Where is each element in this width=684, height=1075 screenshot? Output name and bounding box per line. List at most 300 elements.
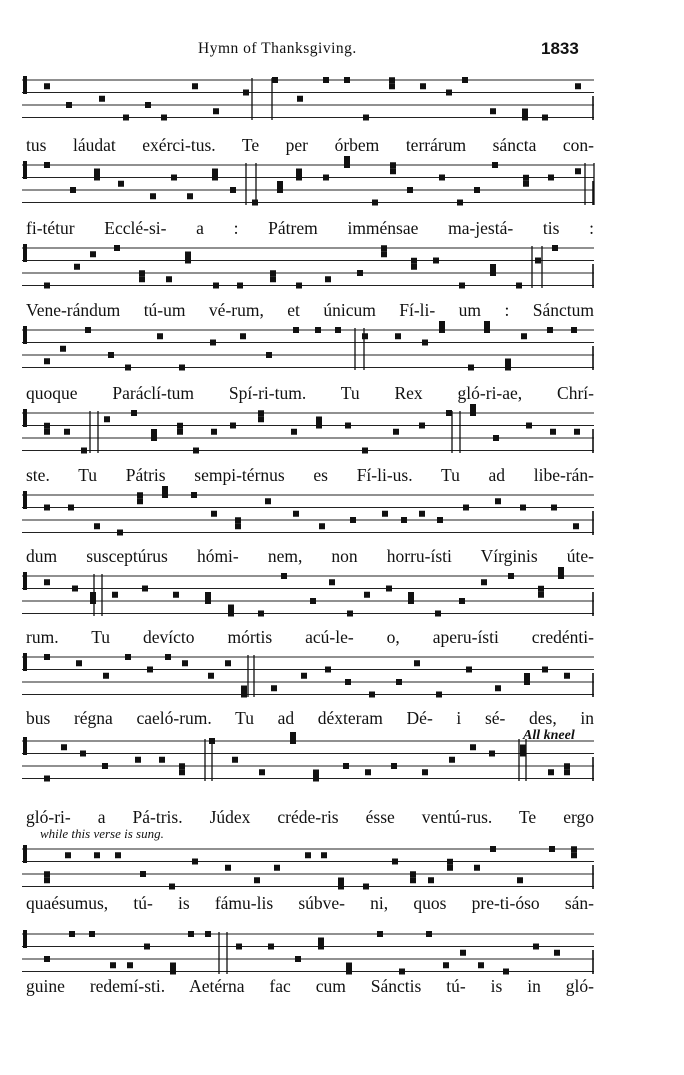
neume xyxy=(123,115,129,121)
chant-staff xyxy=(22,76,594,132)
lyric-line: gló-ri- a Pá-tris. Júdex créde-ris ésse ventú-rus. Te ergo xyxy=(26,807,594,827)
neume xyxy=(318,944,324,950)
neume xyxy=(235,523,241,529)
neume xyxy=(127,962,133,968)
neume xyxy=(520,505,526,511)
neume xyxy=(205,598,211,604)
neume xyxy=(346,969,352,975)
neume xyxy=(44,83,50,89)
neume xyxy=(191,492,197,498)
neume xyxy=(187,193,193,199)
neume xyxy=(313,776,319,782)
neume xyxy=(252,200,258,206)
chant-staff xyxy=(22,244,594,300)
neume xyxy=(213,283,219,289)
neume xyxy=(505,365,511,371)
neume xyxy=(447,859,453,865)
lyric-line: fi-tétur Ecclé-si- a : Pátrem imménsae ma-jestá- tis : xyxy=(26,218,594,238)
neume xyxy=(293,327,299,333)
neume xyxy=(74,264,80,270)
neume xyxy=(205,931,211,937)
neume xyxy=(554,950,560,956)
neume xyxy=(85,327,91,333)
neume xyxy=(165,654,171,660)
neume xyxy=(390,168,396,174)
neume xyxy=(114,245,120,251)
neume xyxy=(144,944,150,950)
neume xyxy=(350,517,356,523)
chant-staff xyxy=(22,737,594,793)
neume xyxy=(162,486,168,492)
neume xyxy=(495,498,501,504)
neume xyxy=(192,83,198,89)
neume xyxy=(270,276,276,282)
neume xyxy=(44,429,50,435)
neume xyxy=(419,511,425,517)
neume xyxy=(564,673,570,679)
neume xyxy=(323,175,329,181)
neume xyxy=(329,579,335,585)
neume xyxy=(470,410,476,416)
neume xyxy=(65,852,71,858)
neume xyxy=(321,852,327,858)
neume xyxy=(171,175,177,181)
neume xyxy=(558,567,564,573)
neume xyxy=(549,846,555,852)
neume xyxy=(470,744,476,750)
neume xyxy=(232,757,238,763)
neume xyxy=(457,200,463,206)
neume xyxy=(538,592,544,598)
neume xyxy=(548,175,554,181)
chant-staff xyxy=(22,326,594,382)
neume xyxy=(243,90,249,96)
neume xyxy=(396,679,402,685)
neume xyxy=(44,871,50,877)
neume xyxy=(490,846,496,852)
neume xyxy=(463,505,469,511)
neume xyxy=(313,770,319,776)
clef xyxy=(23,76,27,94)
neume xyxy=(390,162,396,168)
neume xyxy=(44,877,50,883)
neume xyxy=(470,404,476,410)
neume xyxy=(490,108,496,114)
neume xyxy=(169,884,175,890)
neume xyxy=(44,579,50,585)
neume xyxy=(526,423,532,429)
neume xyxy=(439,327,445,333)
neume xyxy=(420,83,426,89)
neume xyxy=(478,962,484,968)
neume xyxy=(325,667,331,673)
neume xyxy=(44,358,50,364)
neume xyxy=(381,245,387,251)
page-number: 1833 xyxy=(541,39,579,58)
neume xyxy=(44,956,50,962)
neume xyxy=(290,738,296,744)
neume xyxy=(517,877,523,883)
clef xyxy=(23,326,27,344)
neume xyxy=(182,660,188,666)
neume xyxy=(76,660,82,666)
neume xyxy=(521,333,527,339)
neume xyxy=(177,423,183,429)
neume xyxy=(437,517,443,523)
neume xyxy=(72,586,78,592)
clef xyxy=(23,244,27,262)
neume xyxy=(575,83,581,89)
neume xyxy=(414,660,420,666)
neume xyxy=(240,333,246,339)
neume xyxy=(162,492,168,498)
neume xyxy=(145,102,151,108)
neume xyxy=(325,276,331,282)
neume xyxy=(524,673,530,679)
neume xyxy=(179,365,185,371)
neume xyxy=(410,871,416,877)
neume xyxy=(474,865,480,871)
neume xyxy=(60,346,66,352)
neume xyxy=(90,251,96,257)
neume xyxy=(344,156,350,162)
neume xyxy=(137,498,143,504)
neume xyxy=(94,523,100,529)
neume xyxy=(419,423,425,429)
clef xyxy=(23,161,27,179)
neume xyxy=(346,963,352,969)
neume xyxy=(125,654,131,660)
neume xyxy=(230,423,236,429)
neume xyxy=(44,505,50,511)
neume xyxy=(90,592,96,598)
neume xyxy=(225,865,231,871)
neume xyxy=(135,757,141,763)
neume xyxy=(364,592,370,598)
neume xyxy=(369,692,375,698)
neume xyxy=(422,340,428,346)
chant-staff xyxy=(22,491,594,547)
clef xyxy=(23,930,27,948)
neume xyxy=(571,852,577,858)
neume xyxy=(179,769,185,775)
neume xyxy=(236,944,242,950)
neume xyxy=(110,962,116,968)
neume xyxy=(382,511,388,517)
neume xyxy=(102,763,108,769)
neume xyxy=(254,877,260,883)
neume xyxy=(462,77,468,83)
neume xyxy=(139,270,145,276)
neume xyxy=(574,429,580,435)
neume xyxy=(391,763,397,769)
neume xyxy=(399,969,405,975)
neume xyxy=(192,859,198,865)
neume xyxy=(150,193,156,199)
clef xyxy=(23,491,27,509)
neume xyxy=(103,673,109,679)
neume xyxy=(392,859,398,865)
neume xyxy=(151,435,157,441)
neume xyxy=(44,162,50,168)
neume xyxy=(558,573,564,579)
neume xyxy=(125,365,131,371)
neume xyxy=(151,429,157,435)
neume xyxy=(237,283,243,289)
neume xyxy=(426,931,432,937)
neume xyxy=(433,258,439,264)
neume xyxy=(344,77,350,83)
neume xyxy=(408,592,414,598)
neume xyxy=(508,573,514,579)
neume xyxy=(550,429,556,435)
neume xyxy=(90,598,96,604)
neume xyxy=(523,181,529,187)
neume xyxy=(185,258,191,264)
neume xyxy=(272,77,278,83)
chant-staff xyxy=(22,653,594,709)
neume xyxy=(535,258,541,264)
neume xyxy=(310,598,316,604)
neume xyxy=(495,685,501,691)
neume xyxy=(435,611,441,617)
neume xyxy=(316,417,322,423)
neume xyxy=(258,416,264,422)
neume xyxy=(522,109,528,115)
neume xyxy=(147,667,153,673)
neume xyxy=(490,264,496,270)
neume xyxy=(291,429,297,435)
neume xyxy=(489,751,495,757)
neume xyxy=(573,523,579,529)
neume xyxy=(447,865,453,871)
neume xyxy=(459,598,465,604)
neume xyxy=(68,505,74,511)
chant-staff xyxy=(22,161,594,217)
neume xyxy=(44,423,50,429)
neume xyxy=(459,283,465,289)
neume xyxy=(575,168,581,174)
neume xyxy=(290,732,296,738)
neume xyxy=(271,685,277,691)
lyric-line: ste. Tu Pátris sempi-térnus es Fí-li-us. Tu ad libe-rán- xyxy=(26,465,594,485)
neume xyxy=(522,115,528,121)
neume xyxy=(343,763,349,769)
neume xyxy=(439,321,445,327)
neume xyxy=(484,327,490,333)
neume xyxy=(315,327,321,333)
neume xyxy=(104,416,110,422)
neume xyxy=(411,258,417,264)
neume xyxy=(179,763,185,769)
neume xyxy=(228,605,234,611)
neume xyxy=(277,187,283,193)
neume xyxy=(428,877,434,883)
neume xyxy=(571,846,577,852)
neume xyxy=(94,169,100,175)
neume xyxy=(443,962,449,968)
neume xyxy=(520,745,526,751)
neume xyxy=(523,175,529,181)
neume xyxy=(266,352,272,358)
neume xyxy=(362,448,368,454)
neume xyxy=(542,115,548,121)
neume xyxy=(241,686,247,692)
neume xyxy=(69,931,75,937)
neume xyxy=(211,429,217,435)
neume xyxy=(159,757,165,763)
neume xyxy=(44,654,50,660)
neume xyxy=(193,448,199,454)
neume xyxy=(395,333,401,339)
neume xyxy=(296,283,302,289)
lyric-line: bus régna caeló-rum. Tu ad déxteram Dé- i sé- des, in xyxy=(26,708,594,728)
neume xyxy=(484,321,490,327)
neume xyxy=(548,769,554,775)
neume xyxy=(547,327,553,333)
neume xyxy=(542,667,548,673)
neume xyxy=(449,757,455,763)
neume xyxy=(131,410,137,416)
neume xyxy=(357,270,363,276)
neume xyxy=(318,938,324,944)
neume xyxy=(66,102,72,108)
neume xyxy=(108,352,114,358)
neume xyxy=(319,523,325,529)
neume xyxy=(166,276,172,282)
neume xyxy=(258,410,264,416)
neume xyxy=(538,586,544,592)
neume xyxy=(205,592,211,598)
neume xyxy=(362,333,368,339)
neume xyxy=(70,187,76,193)
neume xyxy=(344,162,350,168)
neume xyxy=(505,359,511,365)
neume xyxy=(44,283,50,289)
neume xyxy=(564,769,570,775)
neume xyxy=(212,175,218,181)
neume xyxy=(115,852,121,858)
neume xyxy=(277,181,283,187)
neume xyxy=(520,751,526,757)
neume xyxy=(137,492,143,498)
lyric-line: quaésumus, tú- is fámu-lis súbve- ni, quos pre-ti-óso sán- xyxy=(26,893,594,913)
rubric-all-kneel: All kneel xyxy=(523,728,575,743)
neume xyxy=(493,435,499,441)
neume xyxy=(297,96,303,102)
neume xyxy=(270,270,276,276)
clef xyxy=(23,653,27,671)
neume xyxy=(211,511,217,517)
lyric-line: dum susceptúrus hómi- nem, non horru-ísti Vírginis úte- xyxy=(26,546,594,566)
neume xyxy=(345,679,351,685)
neume xyxy=(230,187,236,193)
neume xyxy=(492,162,498,168)
neume xyxy=(139,276,145,282)
lyric-line: tus láudat exérci-tus. Te per órbem terrárum sáncta con- xyxy=(26,135,594,155)
neume xyxy=(411,264,417,270)
neume xyxy=(61,744,67,750)
neume xyxy=(474,187,480,193)
neume xyxy=(225,660,231,666)
neume xyxy=(241,692,247,698)
lyric-line: rum. Tu devícto mórtis acú-le- o, aperu-ísti credénti- xyxy=(26,627,594,647)
neume xyxy=(490,270,496,276)
lyric-line: Vene-rándum tú-um vé-rum, et únicum Fí-li- um : Sánctum xyxy=(26,300,594,320)
neume xyxy=(265,498,271,504)
neume xyxy=(446,410,452,416)
neume xyxy=(112,592,118,598)
neume xyxy=(157,333,163,339)
neume xyxy=(295,956,301,962)
neume xyxy=(381,251,387,257)
neume xyxy=(410,877,416,883)
neume xyxy=(268,944,274,950)
neume xyxy=(533,944,539,950)
neume xyxy=(516,283,522,289)
neume xyxy=(338,878,344,884)
neume xyxy=(305,852,311,858)
neume xyxy=(80,751,86,757)
neume xyxy=(281,573,287,579)
neume xyxy=(293,511,299,517)
neume xyxy=(345,423,351,429)
neume xyxy=(323,77,329,83)
neume xyxy=(386,586,392,592)
neume xyxy=(212,169,218,175)
neume xyxy=(377,931,383,937)
neume xyxy=(468,365,474,371)
neume xyxy=(213,108,219,114)
neume xyxy=(301,673,307,679)
neume xyxy=(408,598,414,604)
neume xyxy=(460,950,466,956)
neume xyxy=(552,245,558,251)
neume xyxy=(365,769,371,775)
running-title: Hymn of Thanksgiving. xyxy=(198,40,357,57)
neume xyxy=(64,429,70,435)
neume xyxy=(363,884,369,890)
neume xyxy=(235,517,241,523)
neume xyxy=(439,175,445,181)
neume xyxy=(389,77,395,83)
neume xyxy=(185,252,191,258)
clef xyxy=(23,737,27,755)
neume xyxy=(446,90,452,96)
neume xyxy=(363,115,369,121)
neume xyxy=(170,969,176,975)
neume xyxy=(393,429,399,435)
neume xyxy=(338,884,344,890)
neume xyxy=(372,200,378,206)
chant-staff xyxy=(22,572,594,628)
neume xyxy=(564,763,570,769)
neume xyxy=(89,931,95,937)
neume xyxy=(316,423,322,429)
neume xyxy=(161,115,167,121)
neume xyxy=(274,865,280,871)
neume xyxy=(466,667,472,673)
neume xyxy=(44,776,50,782)
neume xyxy=(188,931,194,937)
neume xyxy=(481,579,487,585)
neume xyxy=(347,611,353,617)
neume xyxy=(436,692,442,698)
neume xyxy=(259,769,265,775)
clef xyxy=(23,845,27,863)
neume xyxy=(389,83,395,89)
neume xyxy=(177,429,183,435)
